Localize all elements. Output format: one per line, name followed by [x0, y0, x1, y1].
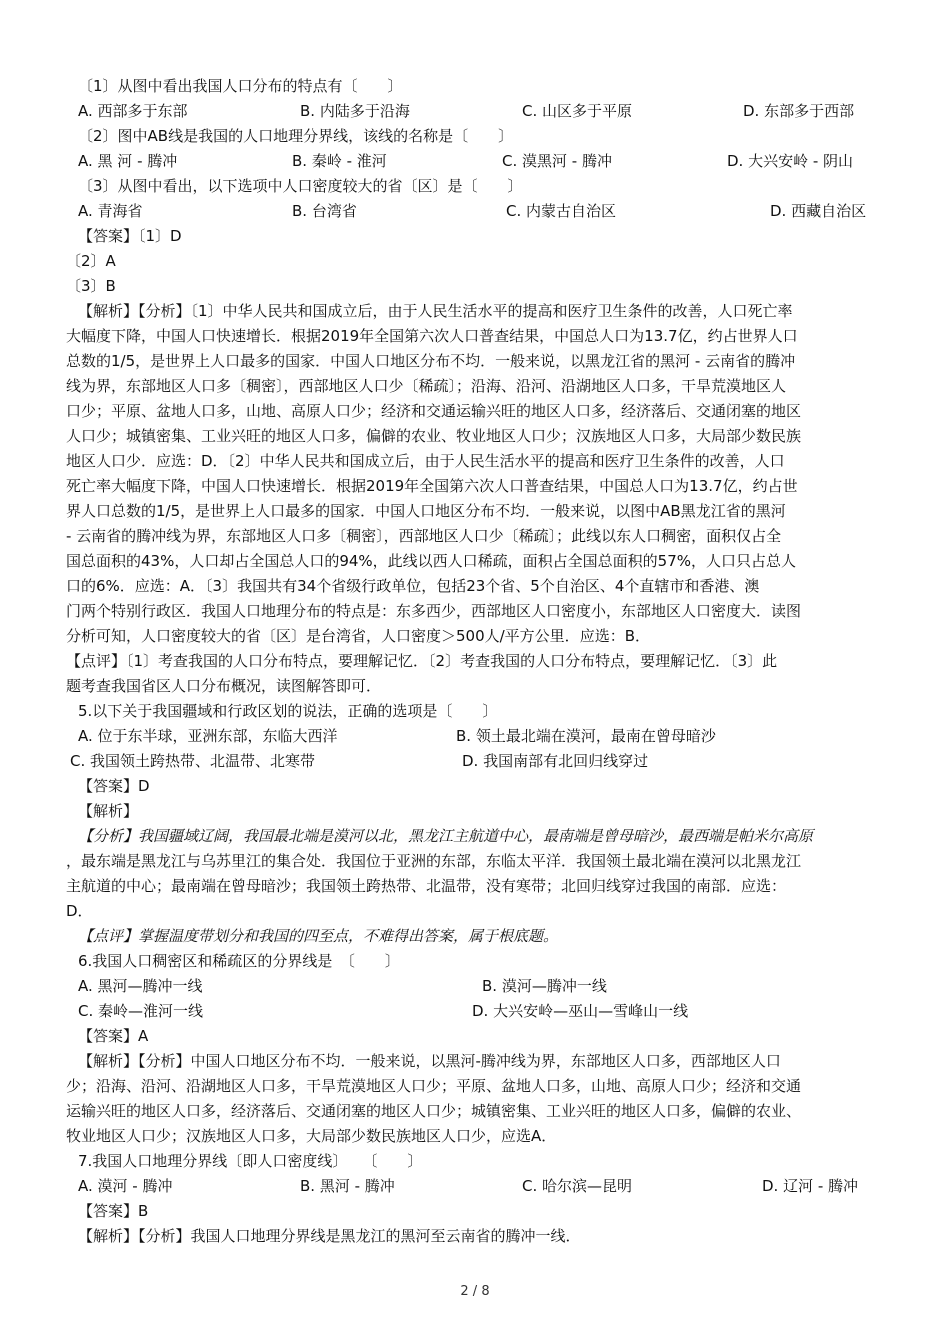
q1-part2-stem: 〔2〕图中AB线是我国的人口地理分界线，该线的名称是〔 〕 — [78, 127, 514, 145]
q1-analysis-line: 人口少；城镇密集、工业兴旺的地区人口多，偏僻的农业、牧业地区人口少；汉族地区人口多，大局部少数民族 — [66, 427, 802, 445]
q7-option-a: A. 漠河 - 腾冲 — [78, 1177, 173, 1195]
page-number: 2 / 8 — [460, 1284, 490, 1299]
q5-option-d: D. 我国南部有北回归线穿过 — [462, 752, 649, 770]
q1-part3-option-b: B. 台湾省 — [292, 202, 357, 220]
q5-analysis-line: 主航道的中心；最南端在曾母暗沙；我国领土跨热带、北温带，没有寒带；北回归线穿过我国的南部．应选： — [66, 877, 787, 895]
q1-analysis-line: 死亡率大幅度下降，中国人口快速增长．根据2019年全国第六次人口普查结果，中国总人口为13.7亿，约占世 — [66, 477, 798, 495]
q1-part3-option-d: D. 西藏自治区 — [770, 202, 867, 220]
q1-analysis-line: 口的6%．应选：A．〔3〕我国共有34个省级行政单位，包括23个省、5个自治区、4个直辖市和香港、澳 — [66, 577, 760, 595]
q5-analysis-line: ，最东端是黑龙江与乌苏里江的集合处．我国位于亚洲的东部，东临太平洋．我国领土最北端在漠河以北黑龙江 — [66, 852, 802, 870]
q1-part1-option-d: D. 东部多于西部 — [743, 102, 855, 120]
q1-comment-line: 题考查我国省区人口分布概况，读图解答即可． — [66, 677, 382, 695]
q6-analysis-line: 【解析】【分析】中国人口地区分布不均．一般来说，以黑河-腾冲线为界，东部地区人口多，西部地区人口 — [78, 1052, 781, 1070]
q5-analysis-line: 【分析】我国疆域辽阔，我国最北端是漠河以北，黑龙江主航道中心，最南端是曾母暗沙，最西端是帕米尔高原 — [78, 827, 814, 845]
q5-option-a: A. 位于东半球，亚洲东部，东临大西洋 — [78, 727, 338, 745]
q1-part1-option-a: A. 西部多于东部 — [78, 102, 188, 120]
q6-stem: 6.我国人口稠密区和稀疏区的分界线是 〔 〕 — [78, 952, 400, 970]
q1-analysis-line: 口少；平原、盆地人口多，山地、高原人口少；经济和交通运输兴旺的地区人口多，经济落后、交通闭塞的地区 — [66, 402, 802, 420]
q1-part2-option-b: B. 秦岭 - 淮河 — [292, 152, 387, 170]
q7-option-c: C. 哈尔滨—昆明 — [522, 1177, 633, 1195]
q7-option-d: D. 辽河 - 腾冲 — [762, 1177, 859, 1195]
q7-stem: 7.我国人口地理分界线〔即人口密度线〕 〔 〕 — [78, 1152, 423, 1170]
q6-analysis-line: 牧业地区人口少；汉族地区人口多，大局部少数民族地区人口少，应选A． — [66, 1127, 557, 1145]
q7-option-b: B. 黑河 - 腾冲 — [300, 1177, 395, 1195]
q1-answer-line: 【答案】〔1〕D — [78, 227, 182, 245]
q1-part1-stem: 〔1〕从图中看出我国人口分布的特点有〔 〕 — [78, 77, 403, 95]
q1-part2-option-c: C. 漠黑河 - 腾冲 — [502, 152, 612, 170]
q6-option-b: B. 漠河—腾冲一线 — [482, 977, 607, 995]
q1-part2-option-d: D. 大兴安岭 - 阴山 — [727, 152, 854, 170]
q1-part1-option-b: B. 内陆多于沿海 — [300, 102, 410, 120]
q1-answer-line: 〔2〕A — [66, 252, 116, 270]
q1-analysis-line: 国总面积的43%，人口却占全国总人口的94%，此线以西人口稀疏，面积占全国总面积的57%，人口只占总人 — [66, 552, 797, 570]
q5-analysis-line: D． — [66, 902, 93, 920]
q5-option-b: B. 领土最北端在漠河，最南在曾母暗沙 — [456, 727, 716, 745]
q1-part3-option-c: C. 内蒙古自治区 — [506, 202, 617, 220]
q1-analysis-line: 总数的1/5，是世界上人口最多的国家．中国人口地区分布不均．一般来说，以黑龙江省的黑河 - 云南省的腾冲 — [66, 352, 796, 370]
q1-analysis-line: 门两个特别行政区．我国人口地理分布的特点是：东多西少，西部地区人口密度小，东部地区人口密度大．读图 — [66, 602, 802, 620]
q5-analysis-label: 【解析】 — [78, 802, 139, 820]
q1-part3-stem: 〔3〕从图中看出，以下选项中人口密度较大的省〔区〕是〔 〕 — [78, 177, 523, 195]
q1-part1-option-c: C. 山区多于平原 — [522, 102, 633, 120]
q1-analysis-line: - 云南省的腾冲线为界，东部地区人口多〔稠密〕，西部地区人口少〔稀疏〕；此线以东人口稠密，面积仅占全 — [66, 527, 782, 545]
q6-option-a: A. 黑河—腾冲一线 — [78, 977, 203, 995]
q5-answer: 【答案】D — [78, 777, 150, 795]
q1-answer-line: 〔3〕B — [66, 277, 116, 295]
q1-analysis-line: 地区人口少．应选：D．〔2〕中华人民共和国成立后，由于人民生活水平的提高和医疗卫生条件的改善，人口 — [66, 452, 785, 470]
q5-comment: 【点评】掌握温度带划分和我国的四至点，不难得出答案，属于根底题。 — [78, 927, 559, 945]
q5-option-c: C. 我国领土跨热带、北温带、北寒带 — [70, 752, 316, 770]
q1-analysis-line: 大幅度下降，中国人口快速增长．根据2019年全国第六次人口普查结果，中国总人口为13.7亿，约占世界人口 — [66, 327, 798, 345]
q5-stem: 5.以下关于我国疆域和行政区划的说法，正确的选项是〔 〕 — [78, 702, 498, 720]
q6-analysis-line: 少；沿海、沿河、沿湖地区人口多，干旱荒漠地区人口少；平原、盆地人口多，山地、高原人口少；经济和交通 — [66, 1077, 802, 1095]
q1-analysis-line: 分析可知，人口密度较大的省〔区〕是台湾省，人口密度＞500人/平方公里．应选：B． — [66, 627, 650, 645]
q6-option-c: C. 秦岭—淮河一线 — [78, 1002, 204, 1020]
q1-analysis-line: 线为界，东部地区人口多〔稠密〕，西部地区人口少〔稀疏〕；沿海、沿河、沿湖地区人口多，干旱荒漠地区人 — [66, 377, 787, 395]
q1-analysis-line: 【解析】【分析】〔1〕中华人民共和国成立后，由于人民生活水平的提高和医疗卫生条件的改善，人口死亡率 — [78, 302, 793, 320]
q7-analysis: 【解析】【分析】我国人口地理分界线是黑龙江的黑河至云南省的腾冲一线． — [78, 1227, 581, 1245]
q1-comment-line: 【点评】〔1〕考查我国的人口分布特点，要理解记忆．〔2〕考查我国的人口分布特点，要理解记忆．〔3〕此 — [66, 652, 778, 670]
q6-analysis-line: 运输兴旺的地区人口多，经济落后、交通闭塞的地区人口少；城镇密集、工业兴旺的地区人口多，偏僻的农业、 — [66, 1102, 802, 1120]
q1-part3-option-a: A. 青海省 — [78, 202, 143, 220]
q1-analysis-line: 界人口总数的1/5，是世界上人口最多的国家．中国人口地区分布不均．一般来说，以图中AB黑龙江省的黑河 — [66, 502, 786, 520]
q6-answer: 【答案】A — [78, 1027, 149, 1045]
q1-part2-option-a: A. 黑 河 - 腾冲 — [78, 152, 178, 170]
q6-option-d: D. 大兴安岭—巫山—雪峰山一线 — [472, 1002, 689, 1020]
q7-answer: 【答案】B — [78, 1202, 149, 1220]
